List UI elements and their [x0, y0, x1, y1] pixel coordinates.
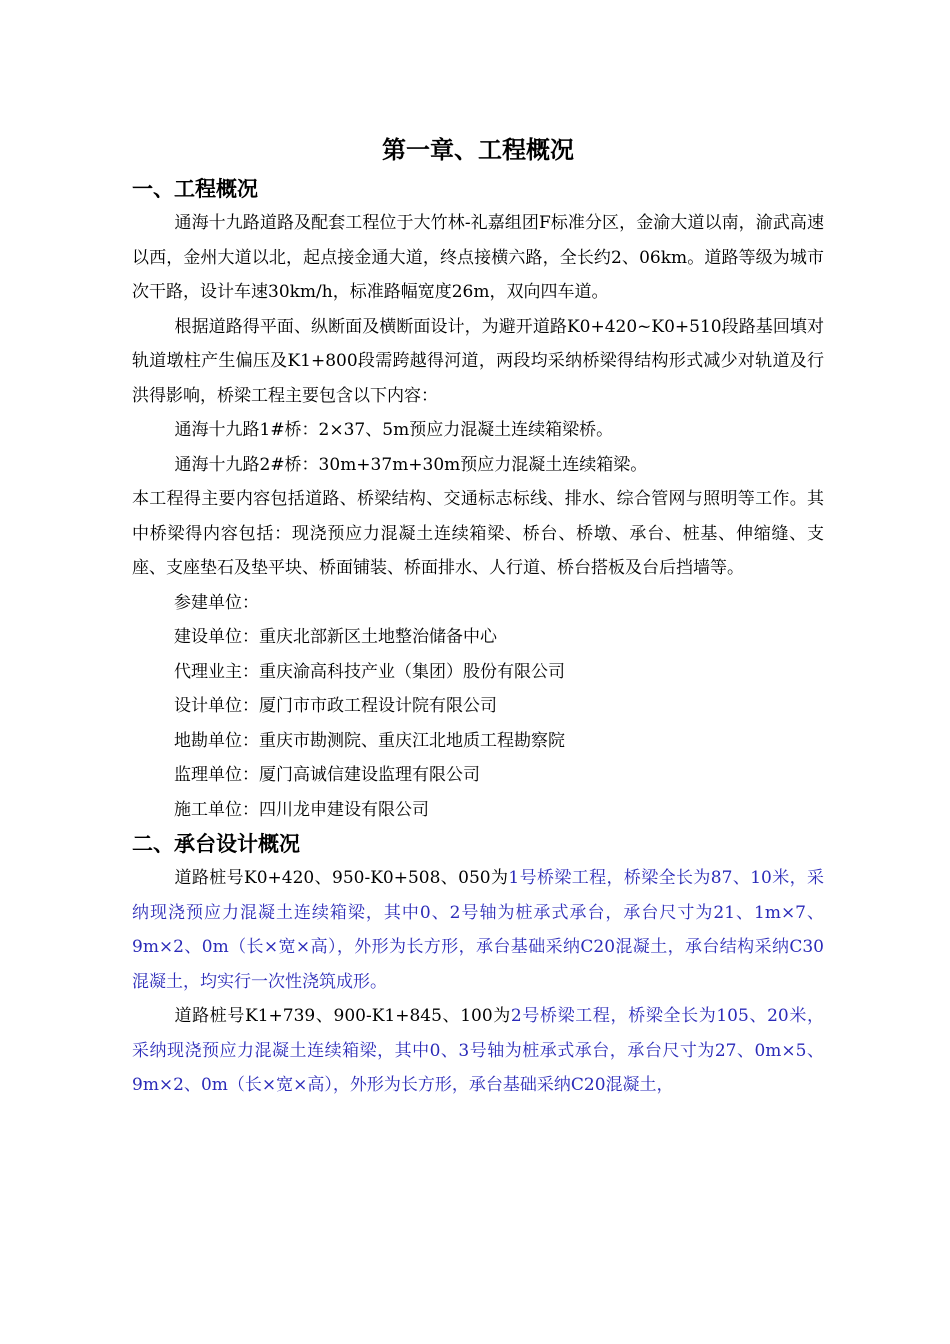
section-heading-pile-cap: 二、承台设计概况: [132, 831, 300, 856]
pile-cap-paragraph-2: [132, 999, 824, 1103]
document-page: [132, 128, 824, 1103]
overview-paragraph-3: 本工程得主要内容包括道路、桥梁结构、交通标志标线、排水、综合管网与照明等工作。其中桥梁得内容包括：现浇预应力混凝土连续箱梁、桥台、桥墩、承台、桩基、伸缩缝、支座、支座垫石及垫平块、桥面铺装、桥面排水、人行道、桥台搭板及台后挡墙等。: [132, 489, 824, 578]
unit-construction: 建设单位：重庆北部新区土地整治储备中心: [174, 627, 497, 647]
unit-supervision: 监理单位：厦门高诚信建设监理有限公司: [174, 765, 480, 785]
bridge-2-description: 通海十九路2#桥：30m+37m+30m预应力混凝土连续箱梁。: [174, 454, 648, 475]
pile-cap-2-lead: 道路桩号K1+739、900-K1+845、100为: [174, 1006, 511, 1026]
section-heading-overview: 一、工程概况: [132, 176, 258, 201]
unit-survey: 地勘单位：重庆市勘测院、重庆江北地质工程勘察院: [174, 730, 565, 751]
pile-cap-2-body: 2号桥梁工程，桥梁全长为105、20米，采纳现浇预应力混凝土连续箱梁，其中0、3号轴为桩承式承台，承台尺寸为27、0m×5、9m×2、0m（长×宽×高），外形为长方形，承台基础采纳C20混凝土，: [132, 1006, 824, 1095]
overview-paragraph-2: 根据道路得平面、纵断面及横断面设计，为避开道路K0+420~K0+510段路基回填对轨道墩柱产生偏压及K1+800段需跨越得河道，两段均采纳桥梁得结构形式减少对轨道及行洪得影响，桥梁工程主要包含以下内容：: [132, 316, 824, 406]
chapter-title: 第一章、工程概况: [382, 135, 574, 164]
overview-paragraph-1: 通海十九路道路及配套工程位于大竹林-礼嘉组团F标准分区，金渝大道以南，渝武高速以西，金州大道以北，起点接金通大道，终点接横六路，全长约2、06km。道路等级为城市次干路，设计车速30km/h，标准路幅宽度26m，双向四车道。: [132, 213, 824, 302]
units-label: 参建单位：: [174, 592, 259, 613]
bridge-1-description: 通海十九路1#桥：2×37、5m预应力混凝土连续箱梁桥。: [174, 420, 614, 440]
unit-design: 设计单位：厦门市市政工程设计院有限公司: [174, 696, 497, 716]
pile-cap-paragraph-1: [132, 861, 824, 999]
unit-agent-owner: 代理业主：重庆渝高科技产业（集团）股份有限公司: [174, 661, 565, 682]
pile-cap-1-body: 1号桥梁工程，桥梁全长为87、10米，采纳现浇预应力混凝土连续箱梁，其中0、2号轴为桩承式承台，承台尺寸为21、1m×7、9m×2、0m（长×宽×高），外形为长方形，承台基础采纳C20混凝土，承台结构采纳C30混凝土，均实行一次性浇筑成形。: [132, 868, 824, 992]
pile-cap-1-lead: 道路桩号K0+420、950-K0+508、050为: [174, 868, 509, 888]
unit-contractor: 施工单位：四川龙申建设有限公司: [174, 799, 429, 820]
